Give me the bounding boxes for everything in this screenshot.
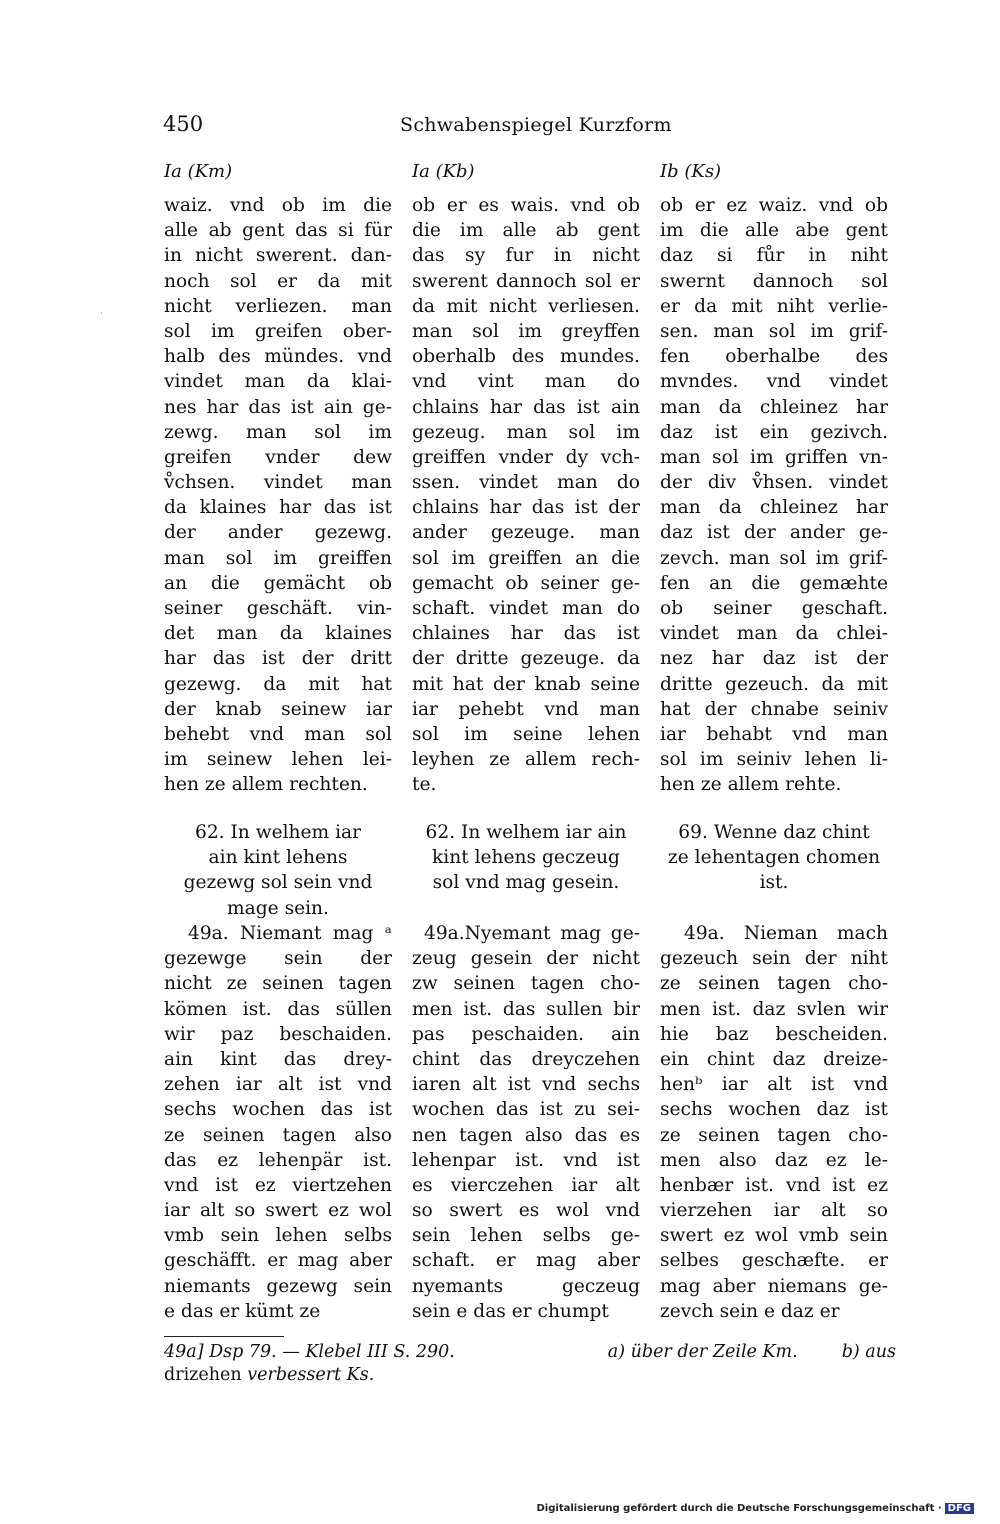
text-line: es vierczehen iar alt bbox=[412, 1174, 640, 1196]
text-line: det man da klaines bbox=[164, 623, 392, 645]
text-line: der div v̊hsen. vindet bbox=[660, 472, 888, 494]
dfg-logo: DFG bbox=[945, 1503, 974, 1514]
text-line: ze seinen tagen cho- bbox=[660, 973, 888, 995]
text-line: hat der chnabe seiniv bbox=[660, 698, 888, 720]
footnote-b: b) aus bbox=[841, 1342, 896, 1362]
text-line: nyemants geczeug bbox=[412, 1275, 640, 1297]
text-line: man da chleinez har bbox=[660, 497, 888, 519]
text-line: ssen. vindet man do bbox=[412, 472, 640, 494]
column-1-rubric bbox=[164, 820, 392, 921]
column-heading-1: Ia (Km) bbox=[164, 161, 233, 182]
text-line: nez har daz ist der bbox=[660, 648, 888, 670]
text-line: v̊chsen. vindet man bbox=[164, 472, 392, 494]
text-line: im die alle abe gent bbox=[660, 220, 888, 242]
text-line: fen an die gemæhte bbox=[660, 572, 888, 594]
text-line: so swert es wol vnd bbox=[412, 1200, 640, 1222]
column-3-rubric bbox=[660, 820, 888, 896]
text-line: swert ez wol vmb sein bbox=[660, 1225, 888, 1247]
margin-mark: ˙ bbox=[99, 312, 104, 323]
text-line: greiffen vnder dy vch- bbox=[412, 446, 640, 468]
text-line: mag aber niemans ge- bbox=[660, 1275, 888, 1297]
text-line: swerent dannoch sol er bbox=[412, 270, 640, 292]
text-line: sol im greiffen an die bbox=[412, 547, 640, 569]
text-line: der dritte gezeuge. da bbox=[412, 648, 640, 670]
text-line: noch sol er da mit bbox=[164, 270, 392, 292]
text-line: 49a.Nyemant mag ge- bbox=[424, 923, 640, 944]
text-line: daz ist ein gezivch. bbox=[660, 421, 888, 443]
text-line: 49a. Niemant mag ᵃ bbox=[188, 923, 392, 944]
text-line: behebt vnd man sol bbox=[164, 723, 392, 745]
text-line: ander gezeuge. man bbox=[412, 522, 640, 544]
text-line: schaft. er mag aber bbox=[412, 1250, 640, 1272]
text-line: 62. In welhem iar ain bbox=[425, 822, 627, 843]
text-line: iar behabt vnd man bbox=[660, 723, 888, 745]
text-line: zw seinen tagen cho- bbox=[412, 973, 640, 995]
text-line: 62. In welhem iar bbox=[194, 822, 362, 843]
footnote-note: verbessert Ks. bbox=[247, 1365, 375, 1385]
text-line: 49a. Nieman mach bbox=[684, 923, 888, 944]
text-line: chlains har das ist ain bbox=[412, 396, 640, 418]
text-line: henbær ist. vnd ist ez bbox=[660, 1174, 888, 1196]
text-line: gezewg. da mit hat bbox=[164, 673, 392, 695]
text-line: chlains har das ist der bbox=[412, 497, 640, 519]
text-line: zewg. man sol im bbox=[164, 421, 392, 443]
text-line: nes har das ist ain ge- bbox=[164, 396, 392, 418]
text-line: kint lehens geczeug bbox=[432, 847, 620, 869]
text-line: sen. man sol im grif- bbox=[660, 320, 888, 342]
text-line: da mit nicht verliesen. bbox=[412, 295, 640, 317]
text-line: sol im seine lehen bbox=[412, 723, 640, 745]
text-line: gemacht ob seiner ge- bbox=[412, 572, 640, 594]
text-line: gezewg sol sein vnd bbox=[183, 872, 373, 894]
text-line: ain kint lehens bbox=[208, 847, 348, 869]
text-line: iar alt so swert ez wol bbox=[164, 1200, 392, 1222]
text-line: vindet man da klai- bbox=[164, 371, 392, 393]
text-line: swernt dannoch sol bbox=[660, 270, 888, 292]
text-line: vnd vint man do bbox=[412, 371, 640, 393]
text-line: sol im seiniv lehen li- bbox=[660, 749, 888, 771]
column-2-block-1 bbox=[412, 193, 640, 798]
text-line: man sol im griffen vn- bbox=[660, 446, 888, 468]
text-line: vindet man da chlei- bbox=[660, 623, 888, 645]
text-line: greifen vnder dew bbox=[164, 446, 392, 468]
column-3-block-2 bbox=[660, 921, 888, 1324]
text-line: die im alle ab gent bbox=[412, 220, 640, 242]
text-line: hen ze allem rehte. bbox=[660, 774, 842, 796]
text-line: sein e das er chumpt bbox=[412, 1300, 609, 1322]
column-3-block-1 bbox=[660, 193, 888, 798]
text-line: der knab seinew iar bbox=[164, 698, 392, 720]
column-2-block-2 bbox=[412, 921, 640, 1324]
text-line: daz si fůr in niht bbox=[660, 245, 888, 267]
text-line: selbes geschæfte. er bbox=[660, 1250, 888, 1272]
text-line: an die gemächt ob bbox=[164, 572, 392, 594]
text-line: ain kint das drey- bbox=[164, 1048, 392, 1070]
column-heading-2: Ia (Kb) bbox=[412, 161, 475, 182]
text-line: da klaines har das ist bbox=[164, 497, 392, 519]
text-line: oberhalb des mundes. bbox=[412, 346, 640, 368]
text-line: sein lehen selbs ge- bbox=[412, 1225, 640, 1247]
text-line: man sol im greyffen bbox=[412, 320, 640, 342]
text-line: ze seinen tagen also bbox=[164, 1124, 392, 1146]
text-line: zevch sein e daz er bbox=[660, 1300, 840, 1322]
text-line: waiz. vnd ob im die bbox=[164, 195, 392, 216]
running-title: Schwabenspiegel Kurzform bbox=[400, 114, 672, 136]
text-line: leyhen ze allem rech- bbox=[412, 749, 640, 771]
column-heading-3: Ib (Ks) bbox=[660, 161, 722, 182]
text-line: lehenpar ist. vnd ist bbox=[412, 1149, 640, 1171]
text-line: vierzehen iar alt so bbox=[660, 1200, 888, 1222]
text-line: zehen iar alt ist vnd bbox=[164, 1074, 392, 1096]
text-line: zevch. man sol im grif- bbox=[660, 547, 888, 569]
text-line: gezeug. man sol im bbox=[412, 421, 640, 443]
text-line: seiner geschäft. vin- bbox=[164, 598, 392, 619]
text-line: mvndes. vnd vindet bbox=[660, 371, 888, 393]
text-line: nicht ze seinen tagen bbox=[164, 973, 392, 995]
text-line: fen oberhalbe des bbox=[660, 346, 888, 368]
text-line: ze seinen tagen cho- bbox=[660, 1124, 888, 1146]
text-line: der ander gezewg. bbox=[164, 522, 392, 544]
text-line: das sy fur in nicht bbox=[412, 245, 640, 267]
text-line: pas peschaiden. ain bbox=[412, 1023, 640, 1045]
text-line: henᵇ iar alt ist vnd bbox=[660, 1074, 888, 1096]
text-line: ist. bbox=[759, 872, 789, 894]
text-line: ob er es wais. vnd ob bbox=[412, 195, 640, 216]
text-line: men also daz ez le- bbox=[660, 1149, 888, 1171]
footnote-rule bbox=[164, 1336, 284, 1337]
text-line: chint das dreyczehen bbox=[412, 1048, 640, 1070]
text-line: hie baz bescheiden. bbox=[660, 1023, 888, 1045]
footnote-line-2 bbox=[164, 1363, 896, 1387]
text-line: nen tagen also das es bbox=[412, 1124, 640, 1146]
footnote-word: drizehen bbox=[164, 1365, 242, 1385]
column-1-block-2 bbox=[164, 921, 392, 1324]
text-line: chlaines har das ist bbox=[412, 623, 640, 645]
text-line: men ist. daz svlen wir bbox=[660, 998, 888, 1020]
footnote-line-1 bbox=[164, 1340, 896, 1364]
text-line: daz ist der ander ge- bbox=[660, 522, 888, 544]
footnote-a: a) über der Zeile Km. bbox=[607, 1342, 798, 1362]
text-line: iaren alt ist vnd sechs bbox=[412, 1074, 640, 1096]
text-line: ob seiner geschaft. bbox=[660, 598, 888, 619]
text-line: dritte gezeuch. da mit bbox=[660, 673, 888, 695]
text-line: gezewge sein der bbox=[164, 948, 392, 970]
text-line: ob er ez waiz. vnd ob bbox=[660, 195, 888, 216]
page-number: 450 bbox=[163, 112, 204, 136]
text-line: wochen das ist zu sei- bbox=[412, 1099, 640, 1121]
credit-text: Digitalisierung gefördert durch die Deutsche Forschungsgemeinschaft · bbox=[536, 1503, 942, 1514]
text-line: e das er kümt ze bbox=[164, 1300, 321, 1322]
text-line: schaft. vindet man do bbox=[412, 598, 640, 619]
text-line: sol im greifen ober- bbox=[164, 320, 392, 342]
text-line: vmb sein lehen selbs bbox=[164, 1225, 392, 1247]
text-line: men ist. das sullen bir bbox=[412, 998, 640, 1020]
footnote-source: 49a] Dsp 79. — Klebel III S. 290. bbox=[164, 1342, 455, 1362]
text-line: das ez lehenpär ist. bbox=[164, 1149, 392, 1171]
text-line: zeug gesein der nicht bbox=[412, 948, 640, 970]
text-line: te. bbox=[412, 774, 437, 796]
text-line: wir paz beschaiden. bbox=[164, 1023, 392, 1045]
text-line: mit hat der knab seine bbox=[412, 673, 640, 695]
text-line: 69. Wenne daz chint bbox=[678, 822, 870, 843]
text-line: hen ze allem rechten. bbox=[164, 774, 368, 796]
text-line: alle ab gent das si für bbox=[164, 220, 392, 242]
text-line: man da chleinez har bbox=[660, 396, 888, 418]
text-line: har das ist der dritt bbox=[164, 648, 392, 670]
text-line: sechs wochen das ist bbox=[164, 1099, 392, 1121]
text-line: niemants gezewg sein bbox=[164, 1275, 392, 1297]
text-line: im seinew lehen lei- bbox=[164, 749, 392, 771]
text-line: kömen ist. das süllen bbox=[164, 998, 392, 1020]
text-line: man sol im greiffen bbox=[164, 547, 392, 569]
column-1-block-1 bbox=[164, 193, 392, 798]
text-line: ein chint daz dreize- bbox=[660, 1048, 888, 1070]
text-line: sechs wochen daz ist bbox=[660, 1099, 888, 1121]
text-line: vnd ist ez viertzehen bbox=[164, 1174, 392, 1196]
text-line: er da mit niht verlie- bbox=[660, 295, 888, 317]
dfg-credit bbox=[537, 1503, 975, 1514]
text-line: gezeuch sein der niht bbox=[660, 948, 888, 970]
column-2-rubric bbox=[412, 820, 640, 896]
text-line: nicht verliezen. man bbox=[164, 295, 392, 317]
text-line: iar pehebt vnd man bbox=[412, 698, 640, 720]
text-line: geschäfft. er mag aber bbox=[164, 1250, 392, 1272]
text-line: sol vnd mag gesein. bbox=[432, 872, 620, 894]
text-line: mage sein. bbox=[227, 897, 329, 919]
text-line: ze lehentagen chomen bbox=[667, 847, 881, 869]
text-line: in nicht swerent. dan- bbox=[164, 245, 392, 267]
text-line: halb des mündes. vnd bbox=[164, 346, 392, 368]
